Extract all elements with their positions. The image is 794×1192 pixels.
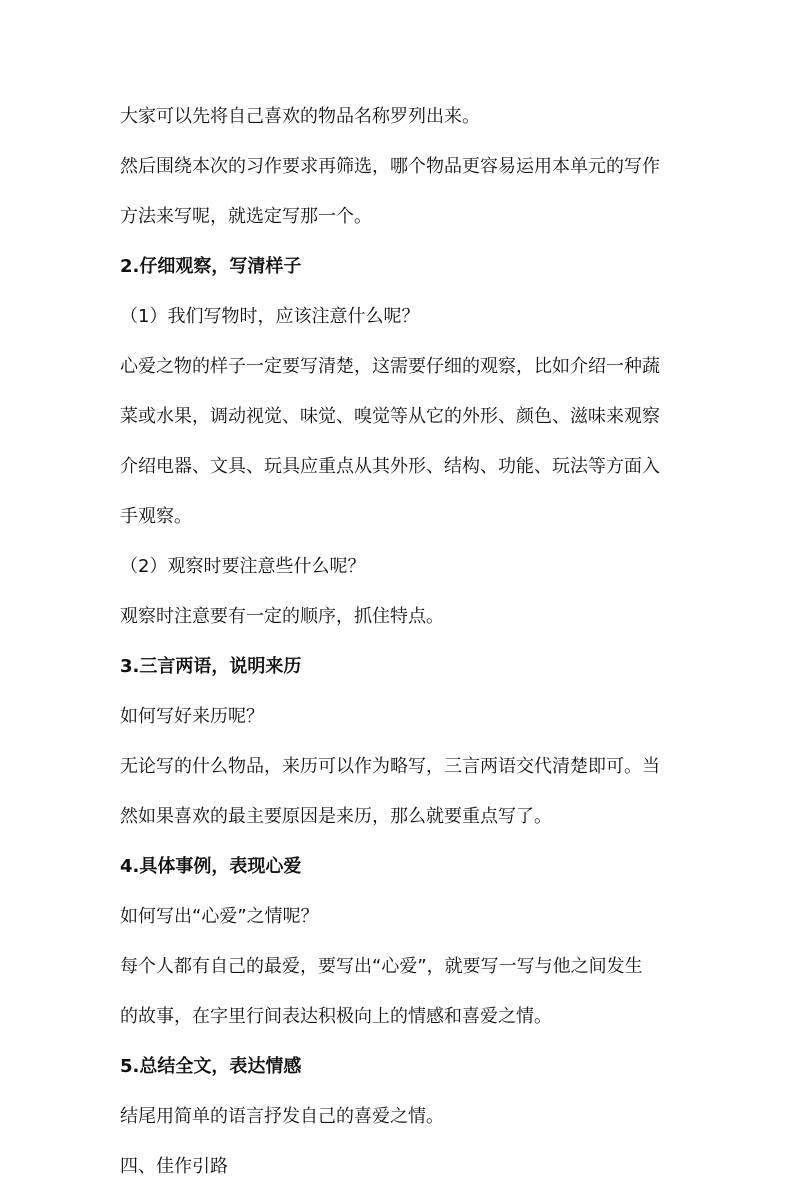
section-heading: 2.仔细观察，写清样子 <box>120 256 302 277</box>
section-heading: 4.具体事例，表现心爱 <box>120 856 302 877</box>
body-line: 介绍电器、文具、玩具应重点从其外形、结构、功能、玩法等方面入 <box>120 456 660 477</box>
question-line: 如何写好来历呢？ <box>120 706 264 727</box>
body-line: 观察时注意要有一定的顺序，抓住特点。 <box>120 606 444 627</box>
part-heading: 四、佳作引路 <box>120 1156 228 1177</box>
question-line: （2）观察时要注意些什么呢？ <box>120 556 366 577</box>
body-line: 的故事，在字里行间表达积极向上的情感和喜爱之情。 <box>120 1006 552 1027</box>
document-body <box>120 92 680 1192</box>
body-line: 菜或水果，调动视觉、味觉、嗅觉等从它的外形、颜色、滋味来观察 <box>120 406 660 427</box>
body-line: 无论写的什么物品，来历可以作为略写，三言两语交代清楚即可。当 <box>120 756 660 777</box>
body-line: 心爱之物的样子一定要写清楚，这需要仔细的观察，比如介绍一种蔬 <box>120 356 660 377</box>
body-line: 每个人都有自己的最爱，要写出“心爱”，就要写一写与他之间发生 <box>120 956 643 977</box>
body-line: 然如果喜欢的最主要原因是来历，那么就要重点写了。 <box>120 806 552 827</box>
question-line: （1）我们写物时，应该注意什么呢？ <box>120 306 420 327</box>
body-line: 方法来写呢，就选定写那一个。 <box>120 206 372 227</box>
body-line: 然后围绕本次的习作要求再筛选，哪个物品更容易运用本单元的写作 <box>120 156 660 177</box>
body-line: 结尾用简单的语言抒发自己的喜爱之情。 <box>120 1106 444 1127</box>
body-line: 手观察。 <box>120 506 192 527</box>
section-heading: 5.总结全文，表达情感 <box>120 1056 302 1077</box>
question-line: 如何写出“心爱”之情呢？ <box>120 906 319 927</box>
body-line: 大家可以先将自己喜欢的物品名称罗列出来。 <box>120 106 480 127</box>
section-heading: 3.三言两语，说明来历 <box>120 656 302 677</box>
